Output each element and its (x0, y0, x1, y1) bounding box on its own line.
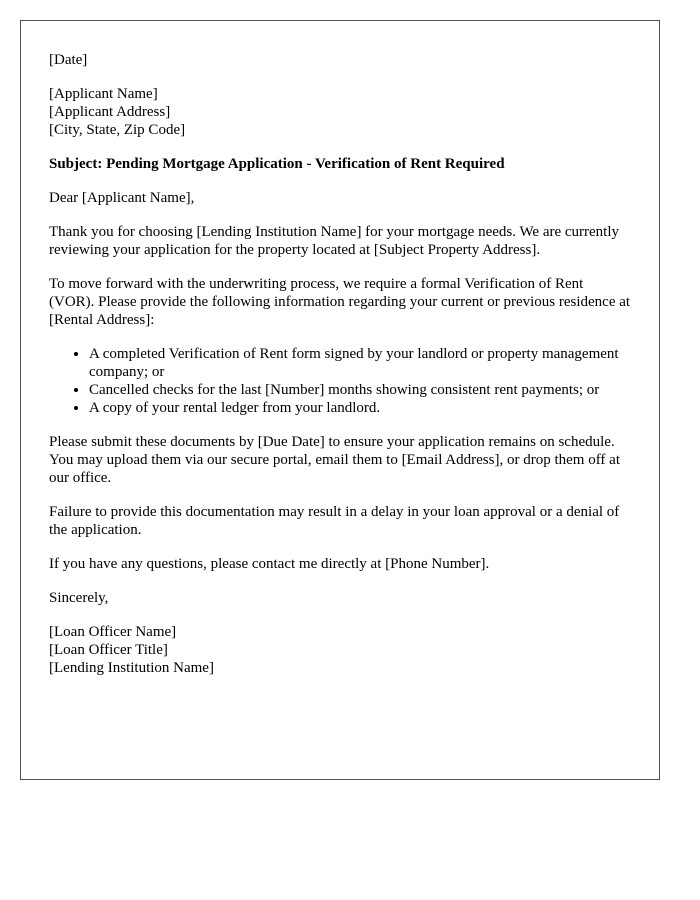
letter-subject: Subject: Pending Mortgage Application - Verification of Rent Required (49, 156, 505, 172)
body-paragraph-submission: Please submit these documents by [Due Date] to ensure your application remains on schedule. You may upload them via our secure portal, email them to [Email Address], or drop them off at our office. (49, 434, 620, 486)
recipient-city-state-zip: [City, State, Zip Code] (49, 122, 186, 138)
signature-block (49, 623, 631, 677)
sign-off: Sincerely, (49, 590, 109, 606)
signature-name: [Loan Officer Name] (49, 624, 177, 640)
signature-institution: [Lending Institution Name] (49, 660, 214, 676)
body-paragraph-requirement: To move forward with the underwriting process, we require a formal Verification of Rent (VOR). Please provide the following information regarding your current or previous residence at [Rental Address]: (49, 276, 631, 328)
recipient-name: [Applicant Name] (49, 86, 158, 102)
letter-date: [Date] (49, 52, 88, 68)
salutation: Dear [Applicant Name], (49, 190, 195, 206)
requirements-list (49, 345, 631, 417)
recipient-address: [Applicant Address] (49, 104, 171, 120)
requirement-item: • A copy of your rental ledger from your landlord. (89, 399, 631, 417)
body-paragraph-contact: If you have any questions, please contact me directly at [Phone Number]. (49, 556, 490, 572)
signature-title: [Loan Officer Title] (49, 642, 168, 658)
requirement-item: • Cancelled checks for the last [Number] months showing consistent rent payments; or (89, 381, 631, 399)
letter-page (20, 20, 660, 780)
body-paragraph-warning: Failure to provide this documentation may result in a delay in your loan approval or a denial of the application. (49, 504, 620, 538)
requirement-item: • A completed Verification of Rent form signed by your landlord or property management company; or (89, 345, 631, 381)
recipient-block (49, 85, 631, 139)
body-paragraph-intro: Thank you for choosing [Lending Institution Name] for your mortgage needs. We are currently reviewing your application for the property located at [Subject Property Address]. (49, 224, 620, 258)
